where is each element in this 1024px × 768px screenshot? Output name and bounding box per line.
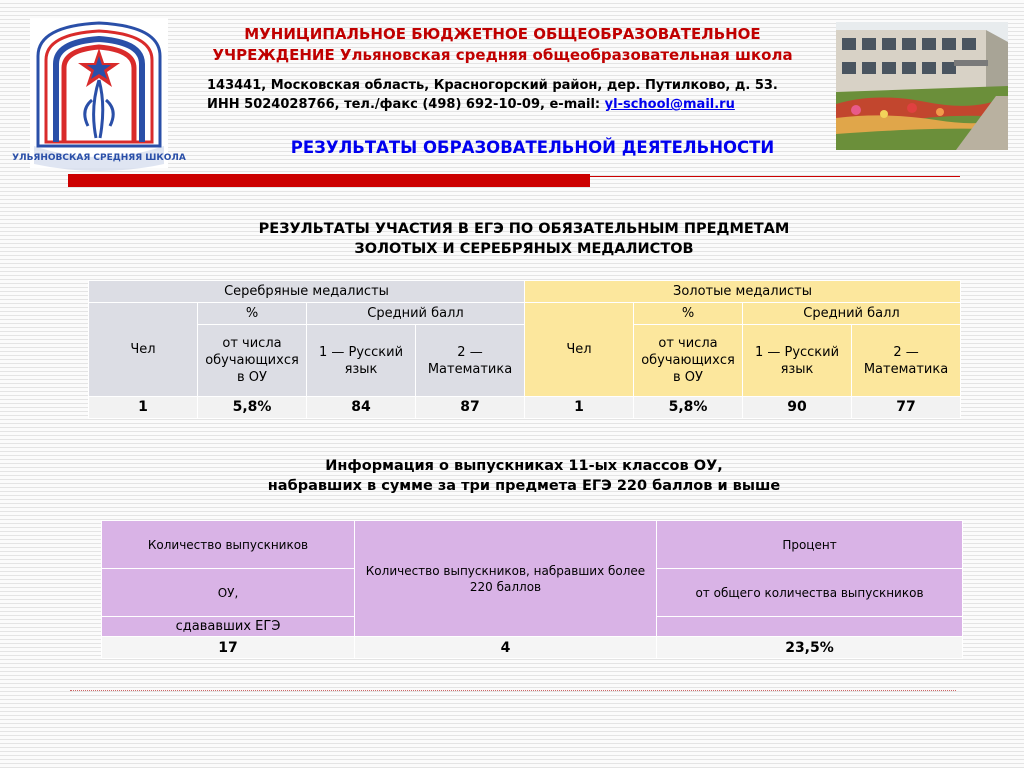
school-name-line2: УЧРЕЖДЕНИЕ Ульяновская средняя общеобразовательная школа: [212, 46, 793, 64]
school-address: 143441, Московская область, Красногорский район, дер. Путилково, д. 53.: [207, 78, 778, 93]
percent-header: Процент: [657, 521, 963, 569]
graduates-table: [101, 520, 963, 659]
table-row: [89, 397, 961, 419]
silver-percent-sub: от числа обучающихся в ОУ: [198, 325, 307, 397]
header-red-bar: [68, 174, 590, 187]
school-logo: [12, 18, 186, 168]
results-title: РЕЗУЛЬТАТЫ ОБРАЗОВАТЕЛЬНОЙ ДЕЯТЕЛЬНОСТИ: [290, 138, 775, 157]
school-contacts: [207, 97, 735, 112]
graduates-count-header: Количество выпускников: [102, 521, 355, 569]
section2-title-line1: Информация о выпускниках 11-ых классов ОУ,: [325, 458, 723, 474]
gold-russian-header: 1 — Русский язык: [743, 325, 852, 397]
silver-percent: 5,8%: [198, 397, 307, 419]
graduates-220-header: Количество выпускников, набравших более 220 баллов: [355, 521, 657, 637]
silver-percent-header: %: [198, 303, 307, 325]
silver-count-header: Чел: [89, 303, 198, 397]
section1-title-line1: РЕЗУЛЬТАТЫ УЧАСТИЯ В ЕГЭ ПО ОБЯЗАТЕЛЬНЫМ ПРЕДМЕТАМ: [258, 221, 790, 237]
header-red-line: [590, 176, 960, 177]
footer-divider: [70, 690, 956, 691]
section2-title-line2: набравших в сумме за три предмета ЕГЭ 220 баллов и выше: [267, 478, 781, 494]
contacts-text: ИНН 5024028766, тел./факс (498) 692-10-09, e-mail:: [207, 97, 605, 112]
percent-sub-header: от общего количества выпускников: [657, 569, 963, 617]
percent-empty-cell: [657, 617, 963, 637]
section1-title-line2: ЗОЛОТЫХ И СЕРЕБРЯНЫХ МЕДАЛИСТОВ: [354, 241, 694, 257]
graduates-220-value: 4: [355, 637, 657, 659]
gold-russian: 90: [743, 397, 852, 419]
gold-count: 1: [525, 397, 634, 419]
graduates-ou-header: ОУ,: [102, 569, 355, 617]
percent-value: 23,5%: [657, 637, 963, 659]
silver-header: Серебряные медалисты: [89, 281, 525, 303]
gold-avg-header: Средний балл: [743, 303, 961, 325]
silver-russian: 84: [307, 397, 416, 419]
gold-math: 77: [852, 397, 961, 419]
email-link[interactable]: yl-school@mail.ru: [604, 97, 735, 112]
gold-math-header: 2 — Математика: [852, 325, 961, 397]
silver-count: 1: [89, 397, 198, 419]
table-row: [102, 637, 963, 659]
gold-count-header: Чел: [525, 303, 634, 397]
silver-avg-header: Средний балл: [307, 303, 525, 325]
gold-percent: 5,8%: [634, 397, 743, 419]
silver-math-header: 2 — Математика: [416, 325, 525, 397]
graduates-count-value: 17: [102, 637, 355, 659]
silver-russian-header: 1 — Русский язык: [307, 325, 416, 397]
gold-header: Золотые медалисты: [525, 281, 961, 303]
silver-math: 87: [416, 397, 525, 419]
graduates-exam-header: сдававших ЕГЭ: [102, 617, 355, 637]
logo-caption: УЛЬЯНОВСКАЯ СРЕДНЯЯ ШКОЛА: [12, 153, 186, 163]
school-building-photo: [836, 22, 1008, 150]
gold-percent-header: %: [634, 303, 743, 325]
gold-percent-sub: от числа обучающихся в ОУ: [634, 325, 743, 397]
medalists-table: [88, 280, 961, 419]
school-name-line1: МУНИЦИПАЛЬНОЕ БЮДЖЕТНОЕ ОБЩЕОБРАЗОВАТЕЛЬНОЕ: [244, 25, 761, 43]
